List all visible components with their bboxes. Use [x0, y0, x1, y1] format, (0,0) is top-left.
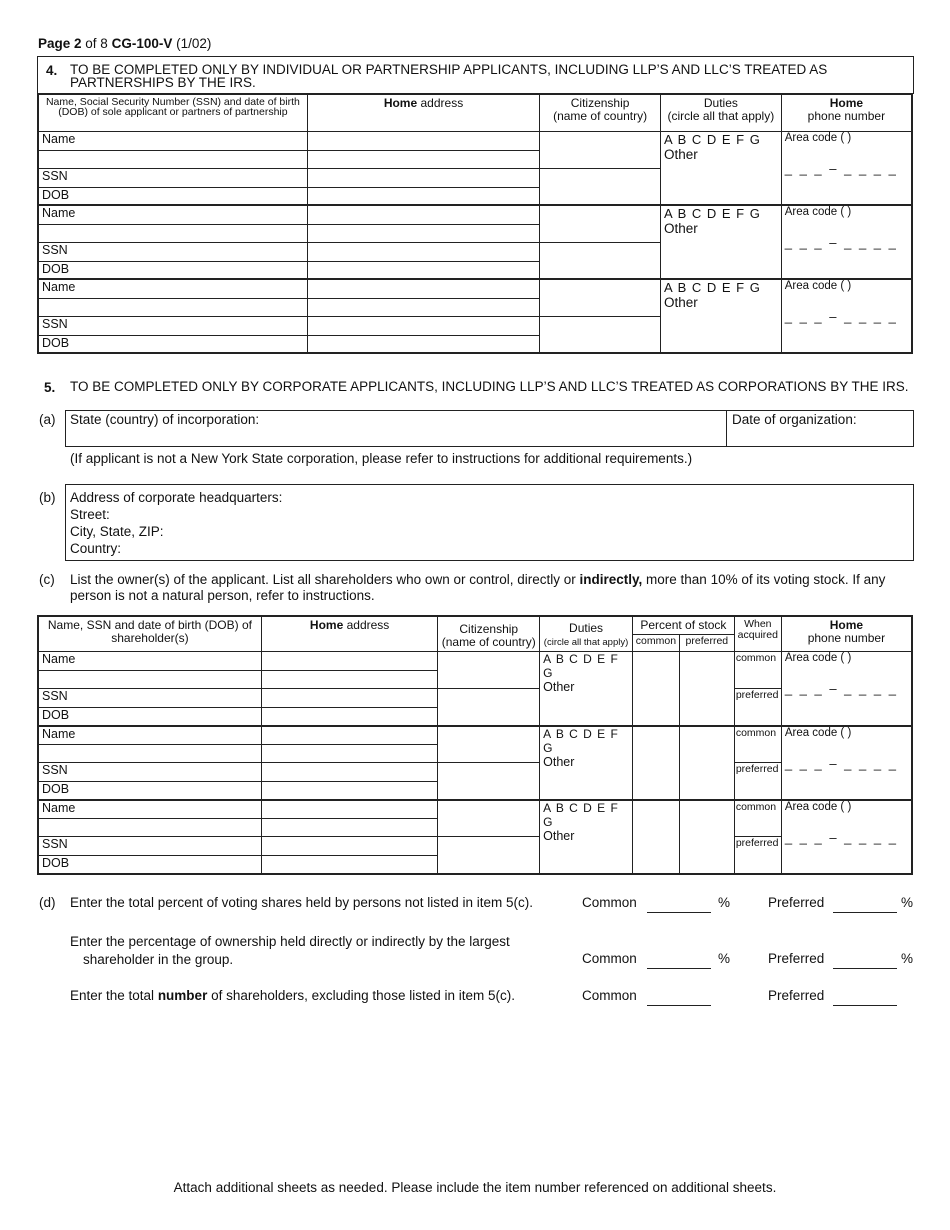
percent-preferred-field[interactable] — [679, 652, 734, 726]
form-id: CG-100-V — [111, 36, 173, 51]
col-citizenship: Citizenship (name of country) — [438, 616, 540, 652]
address-field[interactable] — [307, 335, 539, 353]
when-acquired-common[interactable]: common — [734, 726, 781, 763]
address-field[interactable] — [307, 224, 539, 242]
name-field[interactable] — [38, 224, 307, 242]
name-label: Name — [38, 652, 261, 671]
citizenship-field[interactable] — [438, 652, 540, 689]
name-field[interactable] — [38, 150, 307, 168]
address-field[interactable] — [261, 689, 437, 708]
address-field[interactable] — [261, 856, 437, 874]
common-percent-field-2[interactable] — [647, 954, 711, 969]
name-label: Name — [38, 205, 307, 224]
address-field[interactable] — [307, 298, 539, 316]
phone-cell[interactable]: Area code ( ) _ _ _ – _ _ _ _ — [781, 800, 912, 874]
preferred-number-field[interactable] — [833, 991, 897, 1006]
citizenship-field[interactable] — [438, 689, 540, 726]
address-field[interactable] — [307, 242, 539, 261]
dob-label: DOB — [38, 782, 261, 800]
when-acquired-preferred[interactable]: preferred — [734, 837, 781, 874]
date-of-organization-field[interactable]: Date of organization: — [732, 412, 857, 427]
dob-label: DOB — [38, 856, 261, 874]
dob-label: DOB — [38, 261, 307, 279]
table-row — [38, 279, 912, 298]
item-a-label: (a) — [39, 412, 56, 427]
page-number: Page 2 — [38, 36, 82, 51]
col-citizenship: Citizenship (name of country) — [540, 94, 661, 131]
percent-common-field[interactable] — [632, 652, 679, 726]
form-date: (1/02) — [176, 36, 212, 51]
section-4-number: 4. — [46, 63, 58, 78]
duties-cell[interactable]: A B C D E F G Other — [540, 800, 633, 874]
when-acquired-preferred[interactable]: preferred — [734, 689, 781, 726]
citizenship-field[interactable] — [540, 242, 661, 279]
preferred-label: Preferred — [768, 895, 825, 910]
table-row — [38, 763, 912, 782]
col-duties: Duties (circle all that apply) — [540, 616, 633, 652]
duties-cell[interactable]: A B C D E F G Other — [540, 652, 633, 726]
ssn-label: SSN — [38, 242, 307, 261]
col-preferred: preferred — [679, 635, 734, 652]
phone-cell[interactable]: Area code ( ) _ _ _ – _ _ _ _ — [781, 726, 912, 800]
address-field[interactable] — [307, 150, 539, 168]
headquarters-address-box[interactable] — [65, 484, 914, 561]
section-4-title: TO BE COMPLETED ONLY BY INDIVIDUAL OR PARTNERSHIP APPLICANTS, INCLUDING LLP’S AND LLC’S TREATED AS PARTNERSHIPS BY THE IRS. — [70, 62, 828, 90]
address-field[interactable] — [307, 261, 539, 279]
address-field[interactable] — [307, 168, 539, 187]
percent-preferred-field[interactable] — [679, 726, 734, 800]
address-field[interactable] — [307, 131, 539, 150]
table-row — [38, 652, 912, 671]
section-5-number: 5. — [44, 380, 56, 395]
headquarters-label: Address of corporate headquarters: — [70, 490, 283, 505]
name-field[interactable] — [38, 819, 261, 837]
item-a-note: (If applicant is not a New York State corporation, please refer to instructions for additional requirements.) — [70, 451, 693, 466]
percent-sign: % — [718, 951, 731, 966]
col-home-address: Home address — [307, 94, 539, 131]
citizenship-field[interactable] — [438, 800, 540, 837]
street-label: Street: — [70, 507, 110, 522]
name-label: Name — [38, 279, 307, 298]
table-row — [38, 800, 912, 819]
incorporation-box — [65, 410, 914, 447]
percent-common-field[interactable] — [632, 800, 679, 874]
section-4-table — [37, 93, 913, 354]
address-field[interactable] — [261, 671, 437, 689]
citizenship-field[interactable] — [540, 316, 661, 353]
address-field[interactable] — [261, 763, 437, 782]
citizenship-field[interactable] — [438, 763, 540, 800]
citizenship-field[interactable] — [540, 168, 661, 205]
common-label: Common — [582, 895, 637, 910]
country-label: Country: — [70, 541, 122, 556]
footer-note: Attach additional sheets as needed. Please include the item number referenced on additional sheets. — [173, 1180, 777, 1195]
percent-sign: % — [718, 895, 731, 910]
name-field[interactable] — [38, 671, 261, 689]
ssn-label: SSN — [38, 837, 261, 856]
preferred-percent-field-2[interactable] — [833, 954, 897, 969]
item-c-text: List the owner(s) of the applicant. List all shareholders who own or control, directly or indirectly, more than 10% of its voting stock. If any person is not a natural person, refer to instructions. — [70, 572, 886, 603]
item-b-label: (b) — [39, 490, 56, 505]
address-field[interactable] — [261, 782, 437, 800]
address-field[interactable] — [261, 819, 437, 837]
address-field[interactable] — [261, 726, 437, 745]
col-when-acquired: When acquired — [734, 616, 781, 652]
table-row — [38, 837, 912, 856]
address-field[interactable] — [261, 800, 437, 819]
common-number-field[interactable] — [647, 991, 711, 1006]
address-field[interactable] — [261, 745, 437, 763]
col-duties: Duties (circle all that apply) — [661, 94, 782, 131]
phone-cell[interactable]: Area code ( ) _ _ _ – _ _ _ _ — [781, 279, 912, 353]
name-field[interactable] — [38, 298, 307, 316]
address-field[interactable] — [261, 652, 437, 671]
name-label: Name — [38, 726, 261, 745]
ssn-label: SSN — [38, 689, 261, 708]
state-of-incorporation-field[interactable]: State (country) of incorporation: — [66, 411, 727, 446]
address-field[interactable] — [261, 837, 437, 856]
col-common: common — [632, 635, 679, 652]
shareholders-table — [37, 615, 913, 875]
phone-cell[interactable]: Area code ( ) _ _ _ – _ _ _ _ — [781, 131, 912, 205]
common-percent-field-1[interactable] — [647, 898, 711, 913]
name-label: Name — [38, 131, 307, 150]
item-d-line1: Enter the total percent of voting shares held by persons not listed in item 5(c). — [70, 895, 533, 910]
address-field[interactable] — [307, 187, 539, 205]
table-row — [38, 726, 912, 745]
item-d-label: (d) — [39, 895, 56, 910]
preferred-percent-field-1[interactable] — [833, 898, 897, 913]
page-total: of 8 — [85, 36, 108, 51]
address-field[interactable] — [307, 279, 539, 298]
percent-sign: % — [901, 895, 914, 910]
phone-cell[interactable]: Area code ( ) _ _ _ – _ _ _ _ — [781, 652, 912, 726]
percent-preferred-field[interactable] — [679, 800, 734, 874]
col-home-phone: Home phone number — [781, 616, 912, 652]
phone-cell[interactable]: Area code ( ) _ _ _ – _ _ _ _ — [781, 205, 912, 279]
address-field[interactable] — [261, 708, 437, 726]
preferred-label: Preferred — [768, 988, 825, 1003]
ssn-label: SSN — [38, 316, 307, 335]
city-state-zip-label: City, State, ZIP: — [70, 524, 164, 539]
section-4-header-row — [38, 94, 912, 131]
citizenship-field[interactable] — [540, 131, 661, 168]
dob-label: DOB — [38, 708, 261, 726]
table-row — [38, 205, 912, 224]
col-home-phone: Home phone number — [781, 94, 912, 131]
duties-cell[interactable]: A B C D E F G Other — [661, 279, 782, 353]
ssn-label: SSN — [38, 763, 261, 782]
ssn-label: SSN — [38, 168, 307, 187]
page-header — [38, 36, 211, 51]
shareholders-header-row — [38, 616, 912, 635]
name-field[interactable] — [38, 745, 261, 763]
address-field[interactable] — [307, 205, 539, 224]
duties-cell[interactable]: A B C D E F G Other — [661, 205, 782, 279]
common-label: Common — [582, 951, 637, 966]
citizenship-field[interactable] — [438, 837, 540, 874]
duties-cell[interactable]: A B C D E F G Other — [661, 131, 782, 205]
section-5-title: TO BE COMPLETED ONLY BY CORPORATE APPLICANTS, INCLUDING LLP’S AND LLC’S TREATED AS CORPORATIONS BY THE IRS. — [70, 379, 909, 394]
percent-sign: % — [901, 951, 914, 966]
citizenship-field[interactable] — [540, 205, 661, 242]
table-row — [38, 689, 912, 708]
item-c-label: (c) — [39, 572, 55, 587]
citizenship-field[interactable] — [438, 726, 540, 763]
col-name-ssn-dob: Name, Social Security Number (SSN) and date of birth (DOB) of sole applicant or partners of partnership — [38, 94, 307, 131]
col-shareholder-name: Name, SSN and date of birth (DOB) of shareholder(s) — [38, 616, 261, 652]
when-acquired-common[interactable]: common — [734, 800, 781, 837]
col-home-address: Home address — [261, 616, 437, 652]
percent-common-field[interactable] — [632, 726, 679, 800]
common-label: Common — [582, 988, 637, 1003]
name-label: Name — [38, 800, 261, 819]
item-d-line2: Enter the percentage of ownership held directly or indirectly by the largest shareholder in the group. — [70, 934, 510, 967]
citizenship-field[interactable] — [540, 279, 661, 316]
duties-cell[interactable]: A B C D E F G Other — [540, 726, 633, 800]
when-acquired-preferred[interactable]: preferred — [734, 763, 781, 800]
when-acquired-common[interactable]: common — [734, 652, 781, 689]
dob-label: DOB — [38, 187, 307, 205]
dob-label: DOB — [38, 335, 307, 353]
table-row — [38, 131, 912, 150]
item-d-line3: Enter the total number of shareholders, excluding those listed in item 5(c). — [70, 988, 515, 1003]
col-percent-of-stock: Percent of stock — [632, 616, 734, 635]
address-field[interactable] — [307, 316, 539, 335]
preferred-label: Preferred — [768, 951, 825, 966]
